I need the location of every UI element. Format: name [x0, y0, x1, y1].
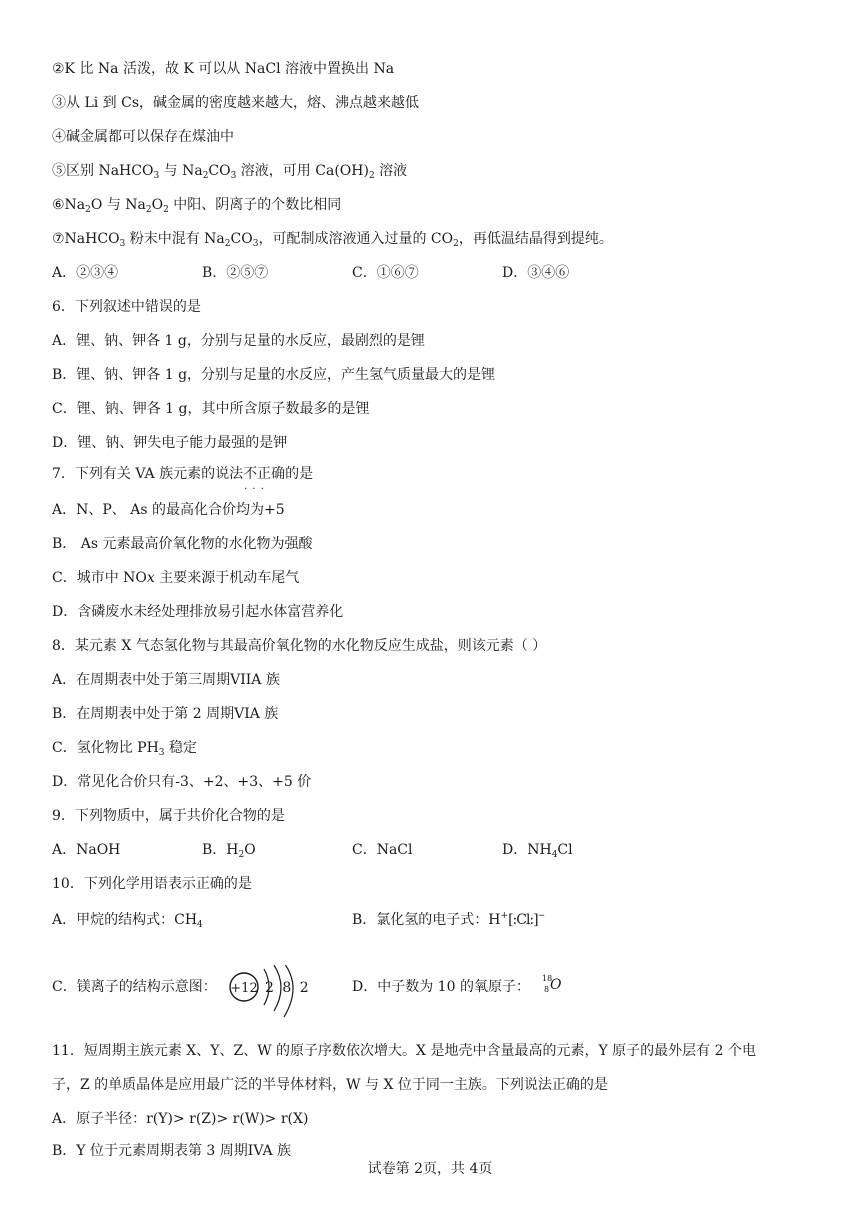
q11-option-b: B．Y 位于元素周期表第 3 周期IVA 族 — [52, 1143, 292, 1159]
q6-option-b: B．锂、钠、钾各 1 g，分别与足量的水反应，产生氢气质量最大的是锂 — [52, 367, 496, 383]
q5-statement-6: $⑥Na_2O$ 与 $Na_2O_2$ 中阳、阴离子的个数比相同 — [52, 197, 342, 215]
q5-statement-3: ③从 Li 到 Cs，碱金属的密度越来越大，熔、沸点越来越低 — [52, 95, 420, 111]
mg-ion-structure-diagram — [228, 965, 312, 1025]
q8-option-c: C．氢化物比 $PH_3$ 稳定 — [52, 740, 197, 758]
q8-option-a: A．在周期表中处于第三周期VIIA 族 — [52, 672, 280, 688]
q7-option-a: A．N、P、 As 的最高化合价均为+5 — [52, 502, 285, 518]
q7-option-d: D．含磷废水未经处理排放易引起水体富营养化 — [52, 604, 344, 620]
q9-option-a: A．NaOH — [52, 842, 121, 858]
q11-stem-line-2: 子，Z 的单质晶体是应用最广泛的半导体材料，W 与 X 位于同一主族。下列说法正确的是 — [52, 1077, 608, 1093]
q11-option-a: A．原子半径：r(Y)> r(Z)> r(W)> r(X) — [52, 1111, 309, 1127]
q6-option-a: A．锂、钠、钾各 1 g，分别与足量的水反应，最剧烈的是锂 — [52, 333, 425, 349]
q10-option-a: A．甲烷的结构式：$CH_4$ — [52, 912, 203, 930]
oxygen-18-isotope: 18 8 O — [542, 974, 562, 994]
hcl-electron-formula: H+[:Cl:]− — [488, 911, 546, 928]
mg-nucleus-label: +12 — [230, 981, 258, 996]
q8-option-d: D．常见化合价只有-3、+2、+3、+5 价 — [52, 774, 312, 790]
q6-stem: 6．下列叙述中错误的是 — [52, 299, 201, 315]
q8-option-b: B．在周期表中处于第 2 周期VIA 族 — [52, 706, 279, 722]
emphasis-dots: 不正确 · · · — [243, 466, 285, 482]
q10-stem: 10．下列化学用语表示正确的是 — [52, 876, 252, 892]
q11-stem-line-1: 11．短周期主族元素 X、Y、Z、W 的原子序数依次增大。X 是地壳中含量最高的元素，Y 原子的最外层有 2 个电 — [52, 1043, 756, 1059]
q9-stem: 9．下列物质中，属于共价化合物的是 — [52, 808, 285, 824]
q9-option-b: B．$H_2O$ — [202, 842, 256, 860]
page-footer: 试卷第 2页，共 4页 — [367, 1161, 493, 1177]
q6-option-c: C．锂、钠、钾各 1 g，其中所含原子数最多的是锂 — [52, 401, 370, 417]
q5-option-a: A．②③④ — [52, 265, 119, 281]
q9-option-d: D．$NH_4Cl$ — [502, 842, 573, 860]
q7-option-b: B． As 元素最高价氧化物的水化物为强酸 — [52, 536, 313, 552]
q5-statement-7: ⑦NaHCO$_3$ 粉末中混有 $Na_2CO_3$，可配制成溶液通入过量的 $CO_2$，再低温结晶得到提纯。 — [52, 231, 613, 249]
q6-option-d: D．锂、钠、钾失电子能力最强的是钾 — [52, 435, 288, 451]
q5-statement-2: ②K 比 Na 活泼，故 K 可以从 NaCl 溶液中置换出 Na — [52, 61, 395, 77]
q5-statement-5: ⑤区别 NaHCO$_3$ 与 $Na_2CO_3$ 溶液，可用 $Ca(OH)_2$ 溶液 — [52, 163, 408, 181]
q5-option-b: B．②⑤⑦ — [202, 265, 269, 281]
q10-option-c: C．镁离子的结构示意图： — [52, 979, 217, 995]
q7-option-c: C．城市中 NOx 主要来源于机动车尾气 — [52, 570, 300, 586]
q5-option-c: C．①⑥⑦ — [352, 265, 419, 281]
q10-option-d: D．中子数为 10 的氧原子： — [352, 979, 530, 995]
q9-option-c: C．NaCl — [352, 842, 413, 858]
mg-shell-electrons: 2 8 2 — [265, 980, 311, 996]
q10-option-b: B．氯化氢的电子式：H+[:Cl:]− — [352, 911, 546, 928]
q5-option-d: D．③④⑥ — [502, 265, 570, 281]
q7-stem: 7．下列有关 VA 族元素的说法不正确 · · ·的是 — [52, 464, 313, 484]
q8-stem: 8．某元素 X 气态氢化物与其最高价氧化物的水化物反应生成盐，则该元素（ ） — [52, 638, 547, 654]
q5-statement-4: ④碱金属都可以保存在煤油中 — [52, 129, 234, 145]
